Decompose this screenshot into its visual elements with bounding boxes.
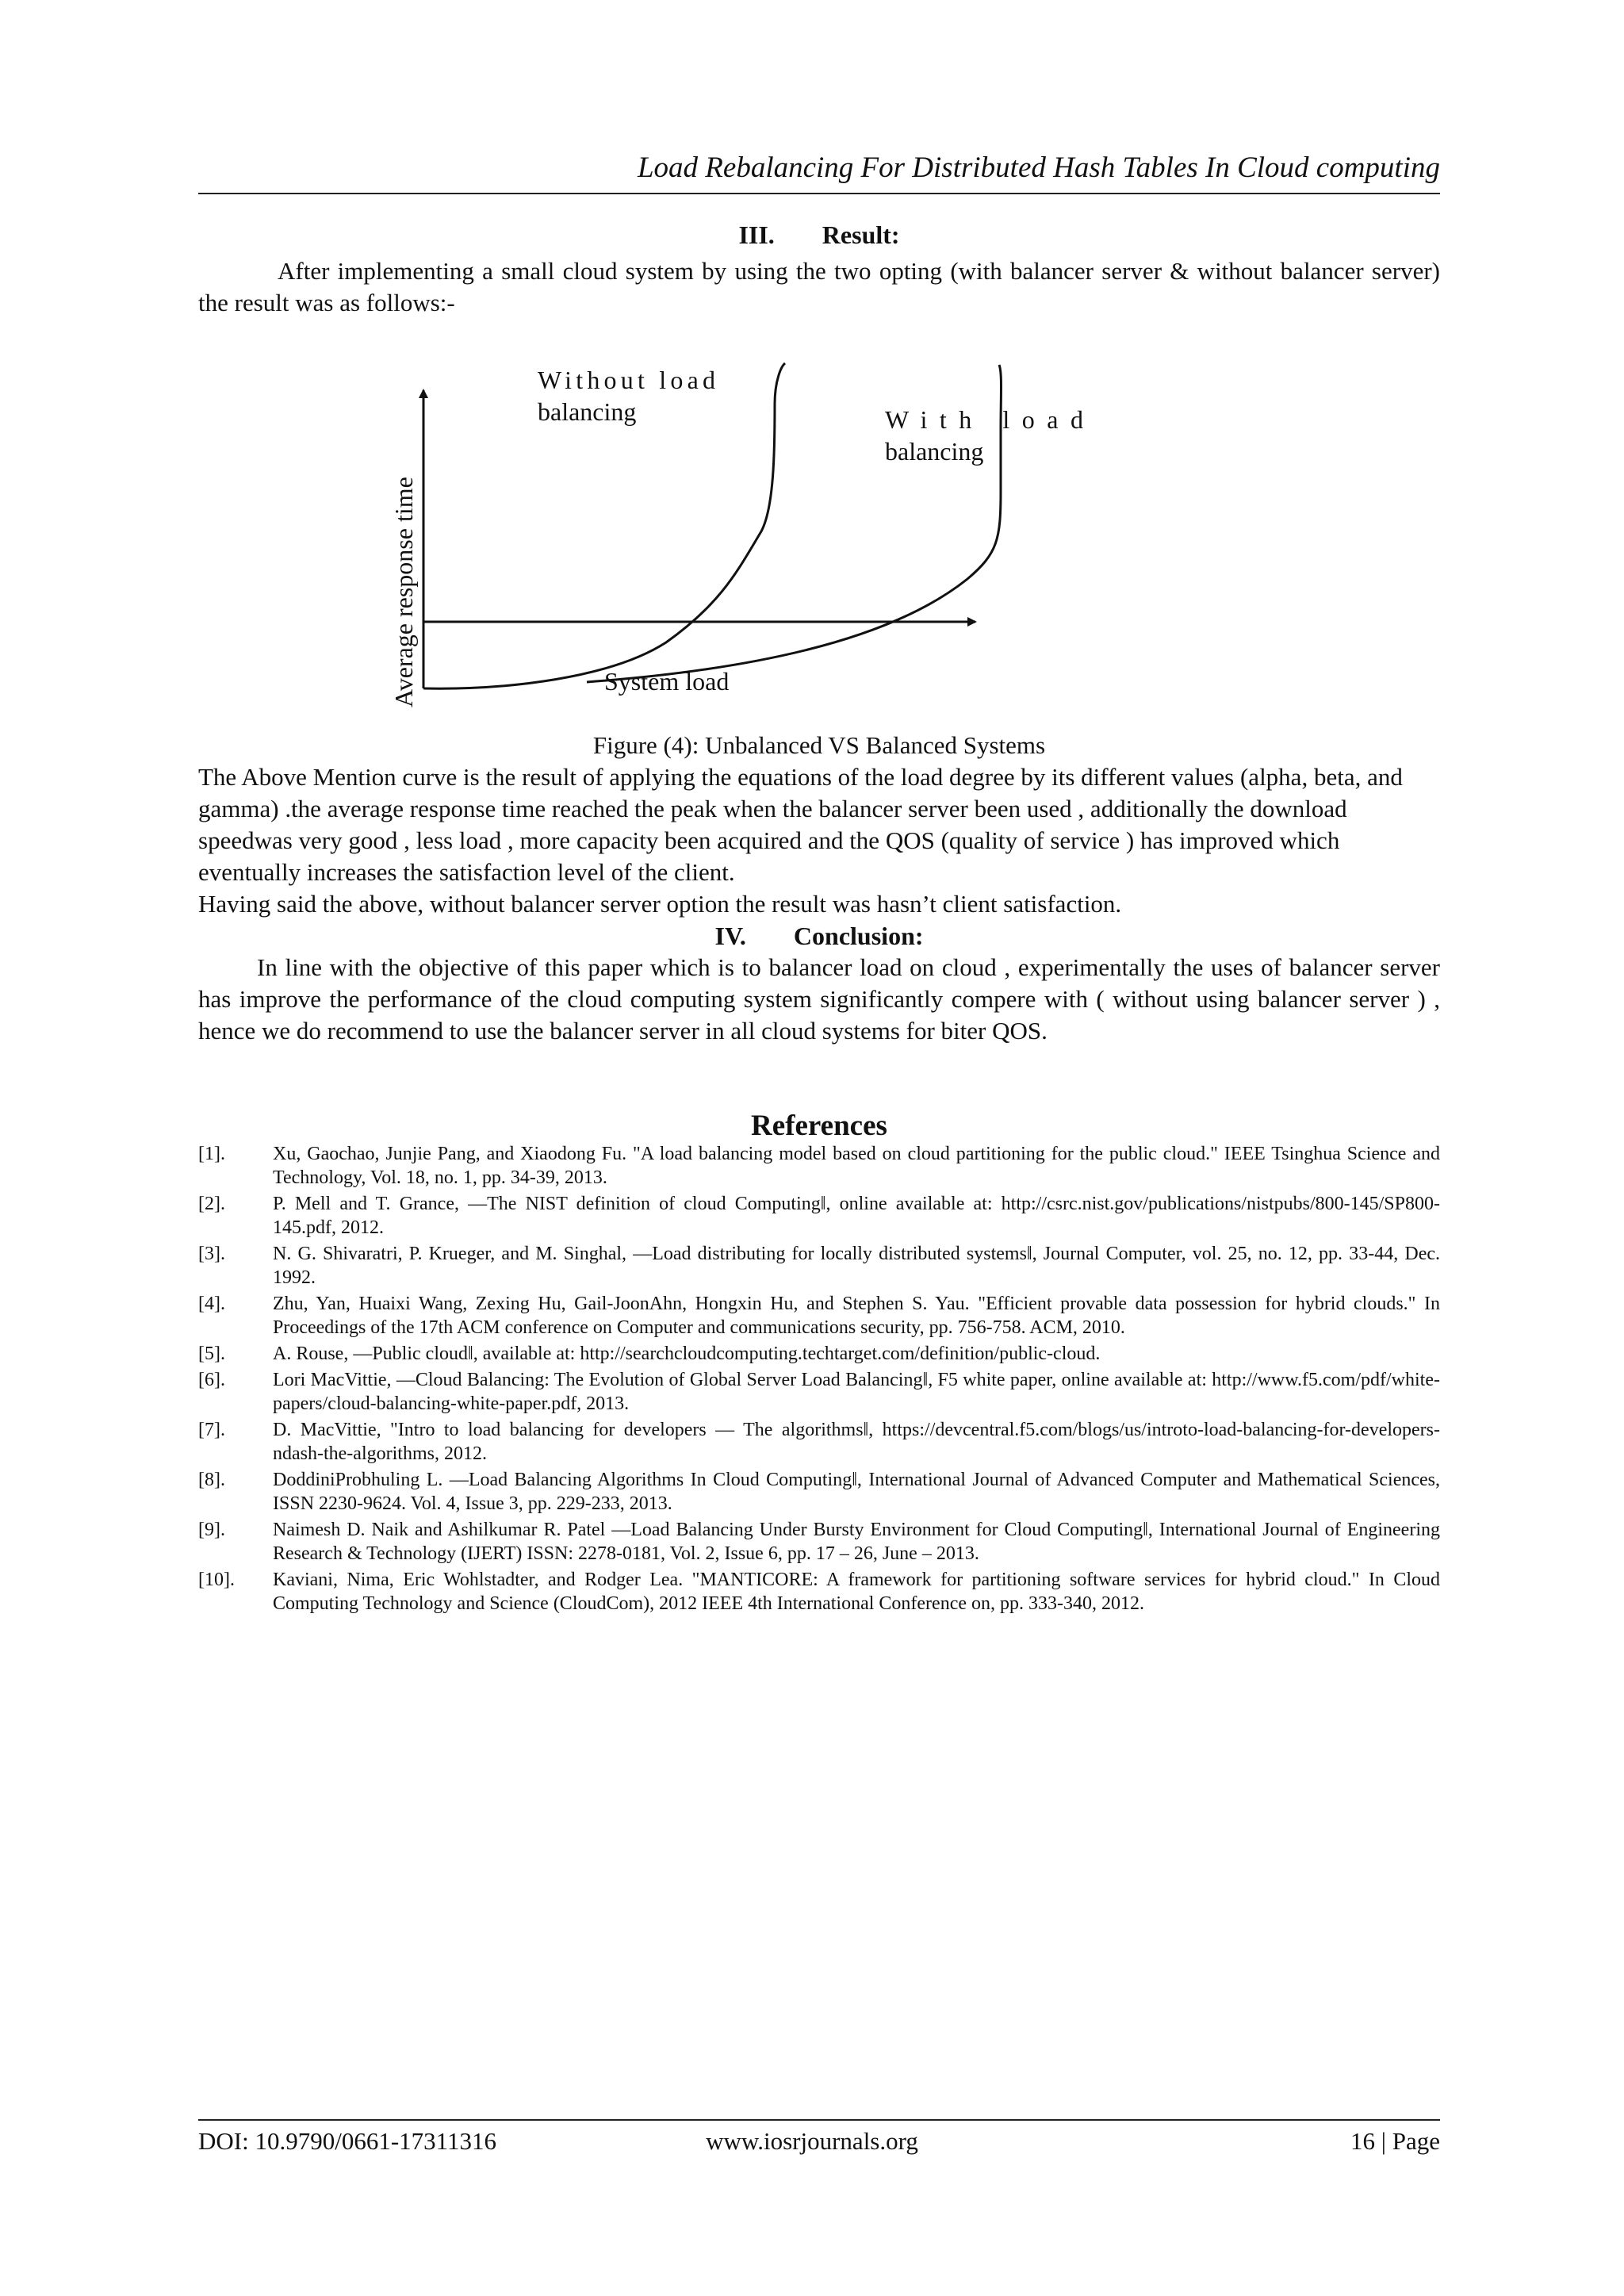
series-label-with-line2: balancing [885, 437, 984, 466]
reference-number: [5]. [198, 1343, 225, 1364]
references-list [198, 1142, 1440, 1618]
header-rule [198, 193, 1440, 194]
x-axis-label: System load [604, 667, 730, 696]
series-label-without-line2: balancing [538, 397, 637, 426]
reference-text: DoddiniProbhuling L. ―Load Balancing Algorithms In Cloud Computing‖, International Journal of Advanced Computer and Mathematical Sciences, ISSN 2230-9624. Vol. 4, Issue 3, pp. 229-233, 2013. [273, 1470, 1440, 1514]
result-intro: After implementing a small cloud system by using the two opting (with balancer server & without balancer server) the result was as follows:- [198, 257, 1440, 316]
reference-item [198, 1568, 1440, 1616]
conclusion-text: In line with the objective of this paper which is to balancer load on cloud , experimentally the uses of balancer server has improve the performance of the cloud computing system significantly compere with ( without using balancer server ) , hence we do recommend to use the balancer server in all cloud systems for biter QOS. [198, 953, 1440, 1045]
reference-item [198, 1418, 1440, 1466]
reference-number: [7]. [198, 1420, 225, 1440]
reference-item [198, 1292, 1440, 1340]
reference-number: [3]. [198, 1244, 225, 1264]
reference-text: Lori MacVittie, ―Cloud Balancing: The Evolution of Global Server Load Balancing‖, F5 white paper, online available at: http://www.f5.com/pdf/white-papers/cloud-balancing-white-paper.pdf, 2013. [273, 1370, 1440, 1414]
footer-page-number: 16 | Page [1350, 2127, 1440, 2155]
references-title: References [751, 1110, 887, 1142]
reference-number: [6]. [198, 1370, 225, 1390]
reference-text: D. MacVittie, "Intro to load balancing for developers — The algorithms‖, https://devcentral.f5.com/blogs/us/introto-load-balancing-for-developers-ndash-the-algorithms, 2012. [273, 1420, 1440, 1464]
reference-text: A. Rouse, ―Public cloud‖, available at: http://searchcloudcomputing.techtarget.com/definition/public-cloud. [273, 1343, 1101, 1364]
series-label-with-line1: With load [885, 405, 1083, 434]
series-label-without-line1: Without load [538, 366, 715, 394]
result-section-title: Result: [822, 220, 900, 249]
response-time-chart [349, 349, 1158, 722]
discussion-paragraph: The Above Mention curve is the result of applying the equations of the load degree by its different values (alpha, beta, and gamma) .the average response time reached the peak when the balancer server been used , additionally the download speedwas very good , less load , more capacity been acquired and the QOS (quality of service ) has improved which eventually increases the satisfaction level of the client. [198, 763, 1403, 886]
reference-number: [8]. [198, 1470, 225, 1490]
conclusion-heading [198, 920, 1440, 952]
reference-number: [9]. [198, 1520, 225, 1540]
reference-item [198, 1368, 1440, 1416]
reference-text: N. G. Shivaratri, P. Krueger, and M. Singhal, ―Load distributing for locally distributed systems‖, Journal Computer, vol. 25, no. 12, pp. 33-44, Dec. 1992. [273, 1244, 1440, 1288]
reference-number: [2]. [198, 1194, 225, 1214]
conclusion-section-number: IV. [714, 922, 746, 950]
result-section-number: III. [738, 220, 775, 249]
reference-number: [10]. [198, 1570, 235, 1590]
discussion-summary: Having said the above, without balancer server option the result was hasn’t client satisfaction. [198, 890, 1122, 918]
reference-number: [4]. [198, 1294, 225, 1314]
footer-website: www.iosrjournals.org [706, 2127, 918, 2155]
reference-item [198, 1142, 1440, 1190]
y-axis-label: Average response time [389, 477, 418, 707]
reference-text: Xu, Gaochao, Junjie Pang, and Xiaodong Fu. "A load balancing model based on cloud partitioning for the public cloud." IEEE Tsinghua Science and Technology, Vol. 18, no. 1, pp. 34-39, 2013. [273, 1144, 1440, 1188]
figure-caption: Figure (4): Unbalanced VS Balanced Systems [592, 731, 1046, 759]
reference-item [198, 1342, 1440, 1366]
reference-number: [1]. [198, 1144, 225, 1164]
reference-item [198, 1518, 1440, 1566]
reference-text: Naimesh D. Naik and Ashilkumar R. Patel ―Load Balancing Under Bursty Environment for Cloud Computing‖, International Journal of Engineering Research & Technology (IJERT) ISSN: 2278-0181, Vol. 2, Issue 6, pp. 17 – 26, June – 2013. [273, 1520, 1440, 1564]
result-heading [198, 219, 1440, 251]
footer-doi: DOI: 10.9790/0661-17311316 [198, 2127, 496, 2155]
footer-rule [198, 2119, 1440, 2121]
reference-item [198, 1242, 1440, 1290]
reference-item [198, 1468, 1440, 1516]
reference-text: Zhu, Yan, Huaixi Wang, Zexing Hu, Gail-JoonAhn, Hongxin Hu, and Stephen S. Yau. "Efficient provable data possession for hybrid clouds." In Proceedings of the 17th ACM conference on Computer and communications security, pp. 756-758. ACM, 2010. [273, 1294, 1440, 1338]
running-header: Load Rebalancing For Distributed Hash Tables In Cloud computing [637, 151, 1440, 184]
reference-text: Kaviani, Nima, Eric Wohlstadter, and Rodger Lea. "MANTICORE: A framework for partitioning software services for hybrid cloud." In Cloud Computing Technology and Science (CloudCom), 2012 IEEE 4th International Conference on, pp. 333-340, 2012. [273, 1570, 1440, 1614]
conclusion-section-title: Conclusion: [793, 922, 924, 950]
reference-item [198, 1192, 1440, 1240]
reference-text: P. Mell and T. Grance, ―The NIST definition of cloud Computing‖, online available at: http://csrc.nist.gov/publications/nistpubs/800-145/SP800-145.pdf, 2012. [273, 1194, 1440, 1238]
